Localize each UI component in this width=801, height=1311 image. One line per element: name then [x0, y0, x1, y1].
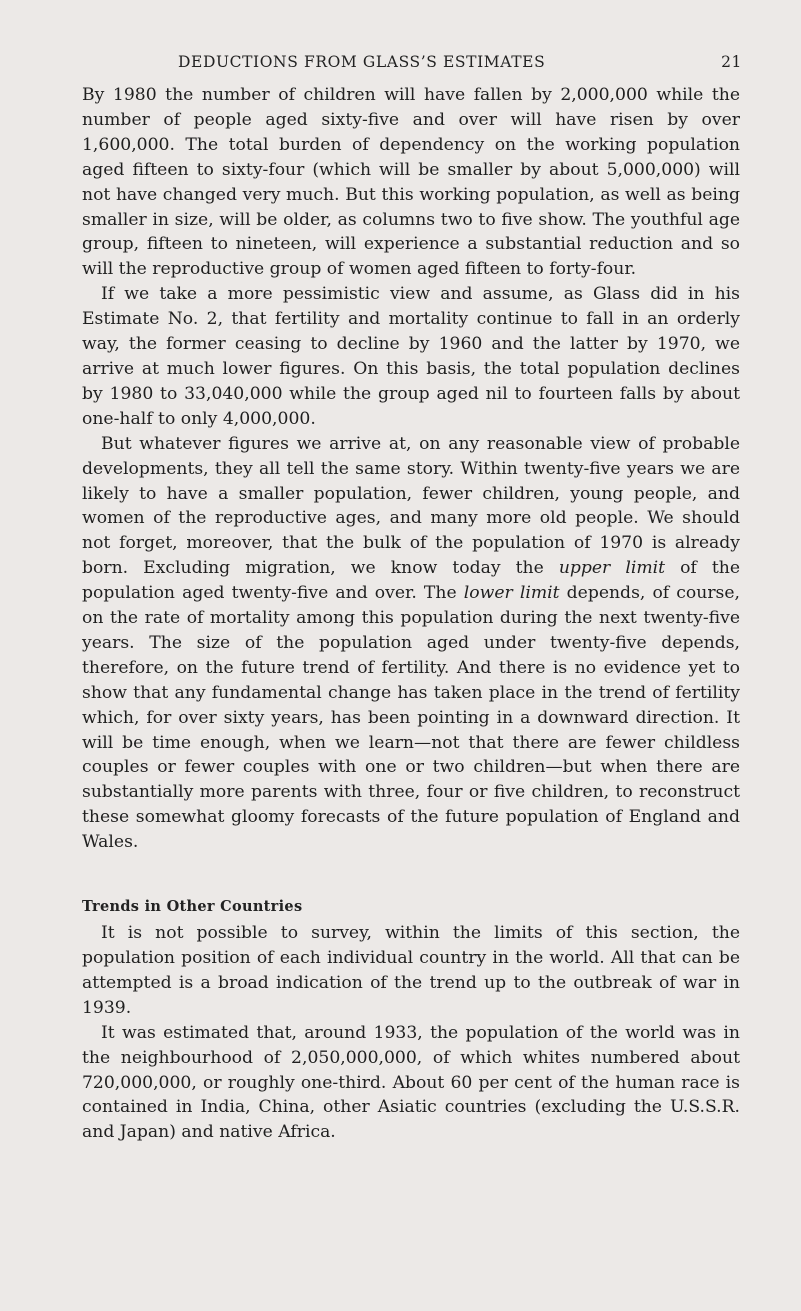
paragraph-5: It was estimated that, around 1933, the population of the world was in the neighbourhood of 2,050,000,000, of which whites numbered about 720,000,000, or roughly one-third. About 60 per cent of the human race is contained in India, China, other Asiatic countries (excluding the U.S.S.R. and Japan) and native Africa.	[82, 1022, 740, 1143]
paragraph-1: By 1980 the number of children will have fallen by 2,000,000 while the number of people aged sixty-five and over will have risen by over 1,600,000. The total burden of dependency on the working population aged fifteen to sixty-four (which will be smaller by about 5,000,000) will not have changed very much. But this working population, as well as being smaller in size, will be older, as columns two to five show. The youthful age group, fifteen to nineteen, will experience a substantial reduction and so will the reproductive group of women aged fifteen to forty-four.	[82, 85, 740, 280]
paragraph-2: If we take a more pessimistic view and assume, as Glass did in his Estimate No. 2, that fertility and mortality continue to fall in an orderly way, the former ceasing to decline by 1960 and the latter by 1970, we arrive at much lower figures. On this basis, the total population declines by 1980 to 33,040,000 while the group aged nil to fourteen falls by about one-half to only 4,000,000.	[82, 284, 740, 429]
paragraph-3	[82, 432, 740, 855]
paragraph-3-part-c: depends, of course, on the rate of mortality among this population during the next twenty-five years. The size of the population aged under twenty-five depends, therefore, on the future trend of fertility. And there is no evidence yet to show that any fundamental change has taken place in the trend of fertility which, for over sixty years, has been pointing in a downward direction. It will be time enough, when we learn—not that there are fewer childless couples or fewer couples with one or two children—but when there are substantially more parents with three, four or five children, to reconstruct these somewhat gloomy forecasts of the future population of England and Wales.	[82, 583, 740, 853]
paragraph-3-part-b: of the population aged twenty-five and over. The	[82, 558, 740, 604]
running-head	[82, 47, 740, 83]
section-heading: Trends in Other Countries	[82, 898, 303, 916]
book-page	[82, 47, 740, 1145]
paragraph-4: It is not possible to survey, within the limits of this section, the population position of each individual country in the world. All that can be attempted is a broad indication of the trend up to the outbreak of war in 1939.	[82, 923, 740, 1018]
emphasis-upper-limit: upper limit	[558, 558, 666, 579]
running-head-title: DEDUCTIONS FROM GLASS’S ESTIMATES	[178, 53, 546, 71]
page-number: 21	[721, 53, 742, 71]
paragraph-3-part-a: But whatever figures we arrive at, on any reasonable view of probable developments, they all tell the same story. Within twenty-five years we are likely to have a smaller population, fewer children, young people, and women of the reproductive ages, and many more old people. We should not forget, moreover, that the bulk of the population of 1970 is already born. Excluding migration, we know today the	[82, 433, 740, 579]
emphasis-lower-limit: lower limit	[463, 583, 560, 604]
